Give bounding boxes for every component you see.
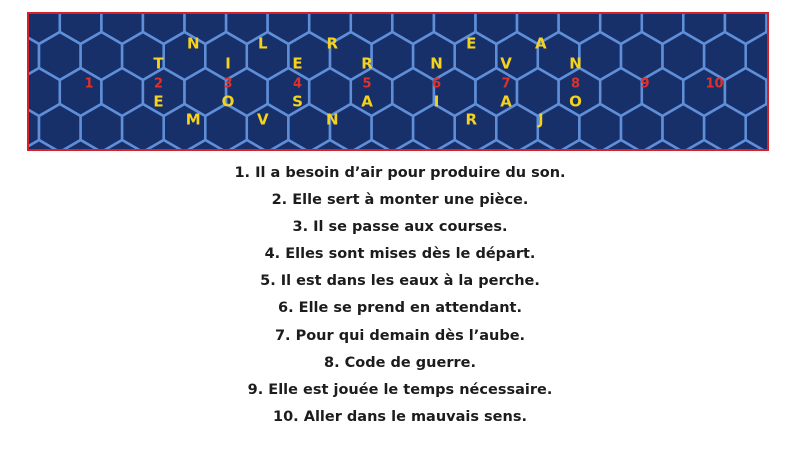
column-number-9: 9 bbox=[640, 76, 650, 92]
clue-6: 6. Elle se prend en attendant. bbox=[278, 300, 522, 317]
puzzle-letter: R bbox=[326, 34, 339, 53]
puzzle-letter: S bbox=[292, 92, 303, 111]
puzzle-letter: A bbox=[500, 92, 512, 111]
puzzle-letter: N bbox=[186, 34, 200, 53]
clue-3: 3. Il se passe aux courses. bbox=[292, 219, 508, 236]
puzzle-letter: V bbox=[500, 54, 512, 73]
puzzle-letter: M bbox=[185, 110, 201, 129]
puzzle-letter: A bbox=[361, 92, 373, 111]
puzzle-letter: L bbox=[257, 34, 268, 53]
column-number-6: 6 bbox=[431, 76, 442, 92]
puzzle-letter: I bbox=[433, 92, 440, 111]
column-number-8: 8 bbox=[570, 76, 581, 92]
column-number-5: 5 bbox=[362, 76, 372, 92]
clue-10: 10. Aller dans le mauvais sens. bbox=[273, 408, 527, 425]
puzzle-letter: E bbox=[153, 92, 164, 111]
puzzle-letter: A bbox=[534, 34, 547, 53]
puzzle-letter: R bbox=[361, 54, 373, 73]
hexagon-grid bbox=[29, 14, 767, 149]
clue-9: 9. Elle est jouée le temps nécessaire. bbox=[247, 381, 553, 398]
clue-8: 8. Code de guerre. bbox=[324, 354, 476, 371]
clue-list bbox=[0, 160, 800, 431]
column-number-1: 1 bbox=[84, 76, 94, 92]
column-number-3: 3 bbox=[223, 76, 233, 92]
puzzle-letter: O bbox=[569, 92, 582, 111]
puzzle-letter: T bbox=[153, 54, 164, 73]
column-number-10: 10 bbox=[705, 76, 724, 92]
column-number-7: 7 bbox=[501, 76, 511, 92]
column-number-2: 2 bbox=[153, 76, 164, 92]
clue-2: 2. Elle sert à monter une pièce. bbox=[271, 192, 529, 209]
column-number-4: 4 bbox=[292, 76, 303, 92]
puzzle-letter: I bbox=[225, 54, 231, 73]
hexagon-puzzle-board bbox=[27, 12, 769, 151]
puzzle-letter: E bbox=[292, 54, 303, 73]
clue-5: 5. Il est dans les eaux à la perche. bbox=[260, 273, 540, 290]
clue-4: 4. Elles sont mises dès le départ. bbox=[264, 246, 536, 263]
puzzle-letter: O bbox=[221, 92, 235, 111]
puzzle-letter: N bbox=[430, 54, 443, 73]
puzzle-letter: N bbox=[325, 110, 339, 129]
puzzle-letter: N bbox=[569, 54, 582, 73]
puzzle-letter: E bbox=[466, 34, 477, 53]
puzzle-letter: V bbox=[256, 110, 269, 129]
puzzle-letter: J bbox=[537, 110, 544, 129]
clue-1: 1. Il a besoin d’air pour produire du son. bbox=[234, 165, 566, 181]
clue-7: 7. Pour qui demain dès l’aube. bbox=[274, 327, 526, 344]
puzzle-letter: R bbox=[465, 110, 478, 129]
